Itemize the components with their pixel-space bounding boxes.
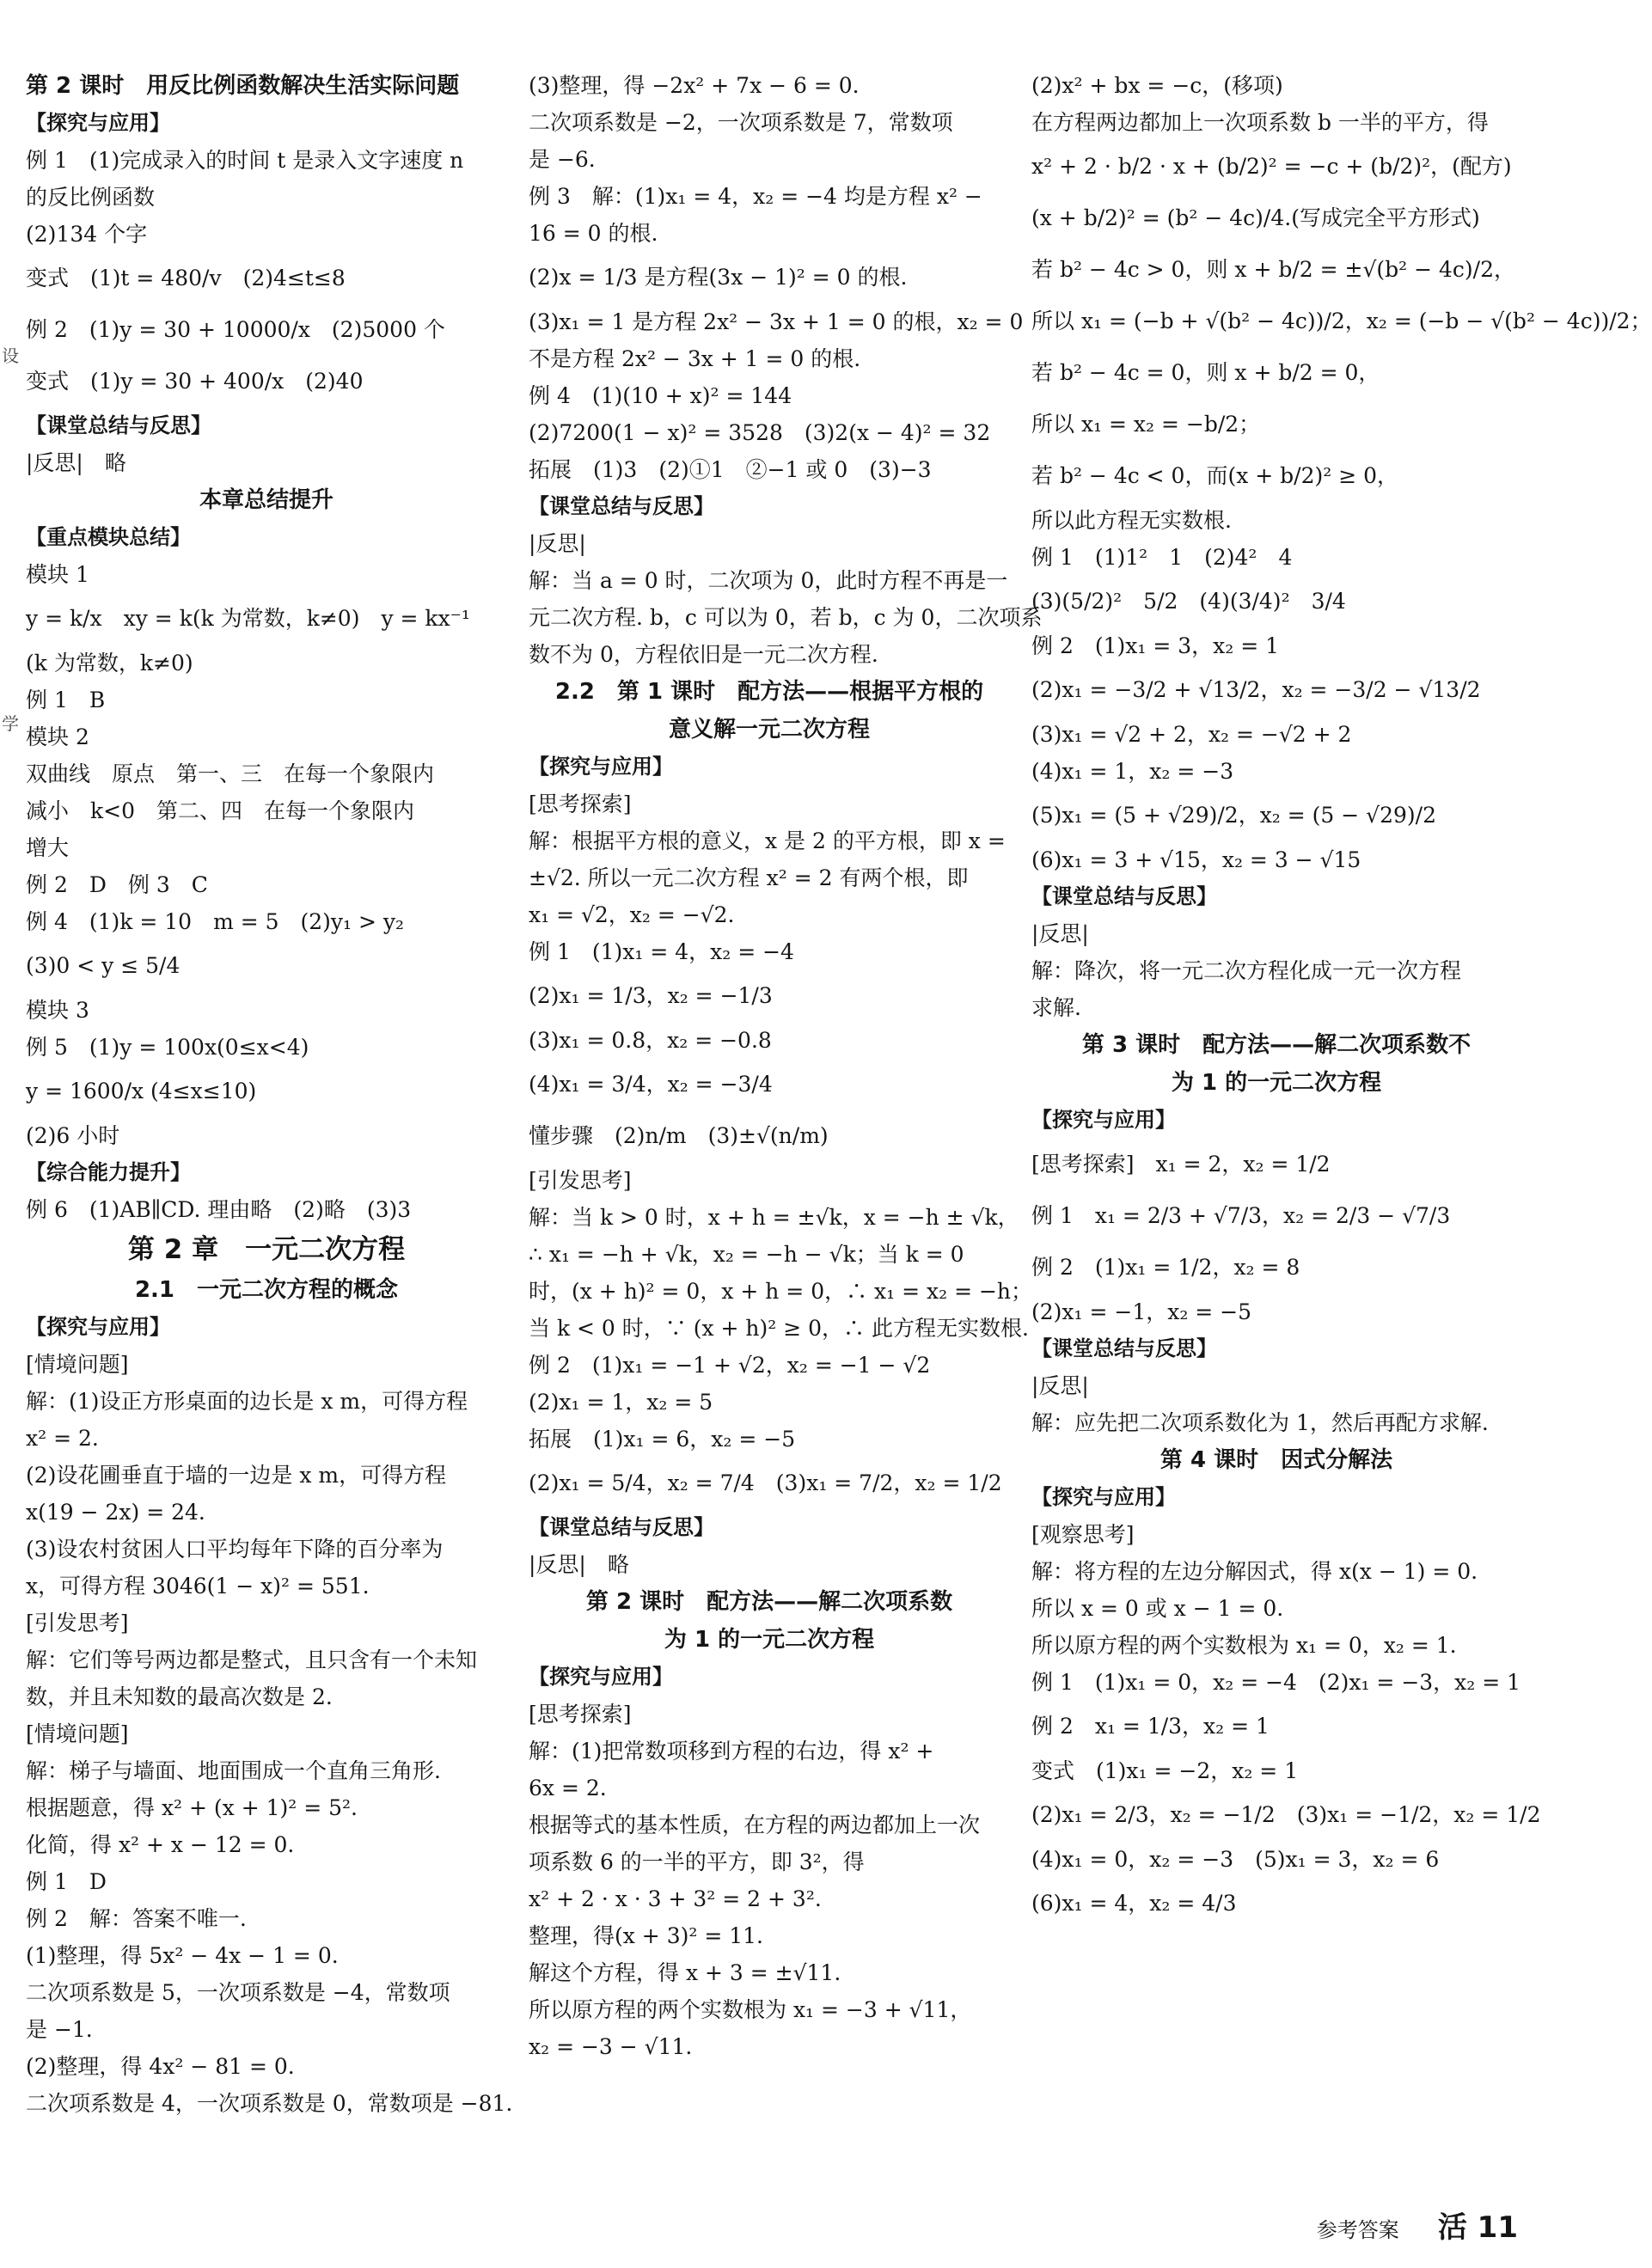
- lesson-title: 第 2 课时 用反比例函数解决生活实际问题: [26, 73, 460, 99]
- answer-column-1: [26, 67, 513, 2122]
- section-heading: 【综合能力提升】: [26, 1160, 191, 1184]
- answer-line: ∴ x₁ = −h + √k，x₂ = −h − √k；当 k = 0: [529, 1242, 964, 1267]
- answer-line: 例 4 (1)(10 + x)² = 144: [529, 383, 792, 408]
- answer-line: 解：降次，将一元二次方程化成一元一次方程: [1031, 958, 1462, 983]
- formula-line: (2)x₁ = −3/2 + √13/2，x₂ = −3/2 − √13/2: [1031, 677, 1481, 702]
- lesson-title: 第 4 课时 因式分解法: [1159, 1447, 1393, 1473]
- answer-line: 在方程两边都加上一次项系数 b 一半的平方，得: [1031, 110, 1489, 135]
- answer-line: (2)整理，得 4x² − 81 = 0.: [26, 2054, 295, 2079]
- answer-line: |反思| 略: [529, 1552, 629, 1577]
- section-heading: 【课堂总结与反思】: [529, 1515, 714, 1539]
- formula-line: (3)(5/2)² 5/2 (4)(3/4)² 3/4: [1031, 589, 1346, 614]
- formula-line: y = k/x xy = k(k 为常数，k≠0) y = kx⁻¹: [26, 606, 470, 631]
- lesson-title: 为 1 的一元二次方程: [1171, 1070, 1382, 1096]
- answer-column-3: [1031, 67, 1652, 1929]
- formula-line: (4)x₁ = 3/4，x₂ = −3/4: [529, 1072, 773, 1097]
- answer-line: 例 1 (1)完成录入的时间 t 是录入文字速度 n: [26, 148, 464, 173]
- answer-line: [引发思考]: [529, 1168, 632, 1193]
- answer-line: 例 2 D 例 3 C: [26, 872, 208, 897]
- formula-line: (2)x₁ = 2/3，x₂ = −1/2 (3)x₁ = −1/2，x₂ = 1/2: [1031, 1802, 1541, 1827]
- answer-line: 减小 k<0 第二、四 在每一个象限内: [26, 798, 415, 823]
- answer-line: 模块 3: [26, 998, 89, 1023]
- answer-line: 当 k < 0 时，∵ (x + h)² ≥ 0，∴ 此方程无实数根.: [529, 1316, 1029, 1341]
- answer-line: 例 5 (1)y = 100x(0≤x<4): [26, 1035, 309, 1060]
- section-heading: 【重点模块总结】: [26, 525, 191, 549]
- formula-line: 例 1 x₁ = 2/3 + √7/3，x₂ = 2/3 − √7/3: [1031, 1203, 1451, 1228]
- answer-line: 是 −6.: [529, 147, 596, 172]
- answer-line: (2)7200(1 − x)² = 3528 (3)2(x − 4)² = 32: [529, 420, 991, 445]
- section-heading: 【课堂总结与反思】: [26, 413, 211, 437]
- formula-line: (2)x₁ = 5/4，x₂ = 7/4 (3)x₁ = 7/2，x₂ = 1/2: [529, 1470, 1002, 1495]
- section-heading: 【课堂总结与反思】: [1031, 884, 1217, 908]
- answer-line: (3)设农村贫困人口平均每年下降的百分率为: [26, 1537, 444, 1562]
- answer-line: 例 2 解：答案不唯一.: [26, 1906, 247, 1931]
- footer-label: 参考答案: [1316, 2218, 1399, 2242]
- answer-line: [引发思考]: [26, 1611, 129, 1635]
- section-heading: 【探究与应用】: [529, 755, 673, 779]
- answer-line: 例 1 B: [26, 688, 106, 712]
- answer-line: 增大: [26, 835, 70, 860]
- answer-line: 解：梯子与墙面、地面围成一个直角三角形.: [26, 1758, 441, 1783]
- answer-line: 时，(x + h)² = 0，x + h = 0，∴ x₁ = x₂ = −h；: [529, 1279, 1033, 1304]
- answer-line: x₁ = √2，x₂ = −√2.: [529, 902, 735, 927]
- section-heading: 【探究与应用】: [1031, 1108, 1176, 1132]
- lesson-title: 意义解一元二次方程: [668, 717, 870, 743]
- answer-line: |反思|: [1031, 1373, 1089, 1398]
- lesson-title: 为 1 的一元二次方程: [664, 1627, 875, 1653]
- answer-line: 解：(1)把常数项移到方程的右边，得 x² +: [529, 1739, 934, 1764]
- formula-line: (2)x₁ = 1/3，x₂ = −1/3: [529, 983, 773, 1008]
- formula-line: y = 1600/x (4≤x≤10): [26, 1079, 257, 1103]
- answer-line: |反思| 略: [26, 450, 126, 475]
- answer-line: 项系数 6 的一半的平方，即 3²，得: [529, 1849, 865, 1874]
- formula-line: [思考探索] x₁ = 2，x₂ = 1/2: [1031, 1152, 1331, 1177]
- answer-line: (3)x₁ = √2 + 2，x₂ = −√2 + 2: [1031, 722, 1352, 747]
- answer-line: [思考探索]: [529, 792, 632, 816]
- answer-line: 例 1 (1)x₁ = 4，x₂ = −4: [529, 939, 794, 964]
- answer-line: (2)134 个字: [26, 222, 148, 247]
- lesson-title: 2.1 一元二次方程的概念: [134, 1277, 399, 1303]
- answer-line: 解：应先把二次项系数化为 1，然后再配方求解.: [1031, 1410, 1489, 1435]
- answer-line: 二次项系数是 5，一次项系数是 −4，常数项: [26, 1980, 450, 2005]
- section-heading: 【探究与应用】: [26, 1315, 170, 1339]
- answer-line: 解：根据平方根的意义，x 是 2 的平方根，即 x =: [529, 828, 1006, 853]
- formula-line: (5)x₁ = (5 + √29)/2，x₂ = (5 − √29)/2: [1031, 803, 1436, 828]
- answer-line: 所以此方程无实数根.: [1031, 508, 1232, 533]
- formula-line: 若 b² − 4c < 0，而(x + b/2)² ≥ 0，: [1031, 463, 1399, 488]
- formula-line: 若 b² − 4c = 0，则 x + b/2 = 0，: [1031, 360, 1380, 385]
- section-heading: 【课堂总结与反思】: [529, 494, 714, 518]
- answer-line: (3)x₁ = 1 是方程 2x² − 3x + 1 = 0 的根，x₂ = 0: [529, 309, 1024, 334]
- section-heading: 【探究与应用】: [26, 111, 170, 135]
- answer-line: x² = 2.: [26, 1426, 99, 1451]
- answer-line: 求解.: [1031, 995, 1081, 1020]
- answer-line: 解：将方程的左边分解因式，得 x(x − 1) = 0.: [1031, 1559, 1478, 1584]
- lesson-title: 2.2 第 1 课时 配方法——根据平方根的: [554, 679, 984, 705]
- formula-line: 变式 (1)y = 30 + 400/x (2)40: [26, 369, 364, 394]
- answer-line: 解：(1)设正方形桌面的边长是 x m，可得方程: [26, 1389, 468, 1414]
- answer-line: 数不为 0，方程依旧是一元二次方程.: [529, 642, 878, 667]
- answer-line: 根据等式的基本性质，在方程的两边都加上一次: [529, 1813, 981, 1837]
- answer-line: 解：当 a = 0 时，二次项为 0，此时方程不再是一: [529, 568, 1008, 593]
- answer-line: 例 4 (1)k = 10 m = 5 (2)y₁ > y₂: [26, 909, 405, 934]
- answer-line: 例 6 (1)AB∥CD. 理由略 (2)略 (3)3: [26, 1197, 412, 1222]
- answer-line: 双曲线 原点 第一、三 在每一个象限内: [26, 761, 435, 786]
- answer-line: (6)x₁ = 3 + √15，x₂ = 3 − √15: [1031, 847, 1361, 872]
- answer-line: 例 1 (1)1² 1 (2)4² 4: [1031, 545, 1293, 570]
- formula-line: x² + 2 · b/2 · x + (b/2)² = −c + (b/2)²，(配方): [1031, 154, 1512, 179]
- answer-line: x₂ = −3 − √11.: [529, 2034, 693, 2059]
- lesson-title: 本章总结提升: [199, 487, 333, 513]
- answer-line: 是 −1.: [26, 2017, 93, 2042]
- answer-line: 二次项系数是 −2，一次项系数是 7，常数项: [529, 110, 953, 135]
- answer-line: 的反比例函数: [26, 185, 156, 210]
- answer-line: 拓展 (1)x₁ = 6，x₂ = −5: [529, 1427, 796, 1452]
- answer-line: 整理，得(x + 3)² = 11.: [529, 1923, 763, 1948]
- answer-line: 数，并且未知数的最高次数是 2.: [26, 1684, 333, 1709]
- answer-line: 6x = 2.: [529, 1776, 607, 1800]
- formula-line: 所以 x₁ = (−b + √(b² − 4c))/2，x₂ = (−b − √(b² − 4c))/2；: [1031, 309, 1652, 333]
- answer-line: |反思|: [529, 531, 586, 556]
- answer-line: 所以原方程的两个实数根为 x₁ = 0，x₂ = 1.: [1031, 1633, 1457, 1658]
- answer-line: ±√2. 所以一元二次方程 x² = 2 有两个根，即: [529, 865, 969, 890]
- answer-line: x(19 − 2x) = 24.: [26, 1500, 205, 1525]
- answer-line: x，可得方程 3046(1 − x)² = 551.: [26, 1574, 370, 1599]
- page-number: 活 11: [1437, 2210, 1518, 2245]
- answer-line: (2)设花圃垂直于墙的一边是 x m，可得方程: [26, 1463, 447, 1488]
- formula-line: (6)x₁ = 4，x₂ = 4/3: [1031, 1891, 1237, 1916]
- answer-line: 16 = 0 的根.: [529, 221, 658, 246]
- formula-line: 变式 (1)t = 480/v (2)4≤t≤8: [26, 266, 346, 290]
- answer-line: (3)x₁ = 0.8，x₂ = −0.8: [529, 1028, 772, 1053]
- margin-mark: 学: [2, 713, 19, 734]
- answer-line: (2)6 小时: [26, 1123, 120, 1148]
- formula-line: 例 2 (1)y = 30 + 10000/x (2)5000 个: [26, 317, 445, 342]
- page-footer: [1317, 2204, 1518, 2246]
- answer-line: 例 2 (1)x₁ = 3，x₂ = 1: [1031, 633, 1280, 658]
- answer-line: 化简，得 x² + x − 12 = 0.: [26, 1832, 295, 1857]
- answer-line: 例 1 (1)x₁ = 0，x₂ = −4 (2)x₁ = −3，x₂ = 1: [1031, 1670, 1521, 1695]
- section-heading: 【探究与应用】: [529, 1665, 673, 1689]
- section-heading: 【探究与应用】: [1031, 1485, 1176, 1509]
- answer-line: 解：当 k > 0 时，x + h = ±√k，x = −h ± √k，: [529, 1205, 1019, 1230]
- lesson-title: 第 3 课时 配方法——解二次项系数不: [1081, 1032, 1472, 1058]
- answer-line: 模块 1: [26, 562, 89, 587]
- answer-line: [观察思考]: [1031, 1522, 1135, 1547]
- margin-mark: 设: [2, 345, 19, 366]
- answer-line: (2)x² + bx = −c，(移项): [1031, 73, 1283, 98]
- formula-line: 若 b² − 4c > 0，则 x + b/2 = ±√(b² − 4c)/2，: [1031, 257, 1516, 282]
- answer-line: (4)x₁ = 1，x₂ = −3: [1031, 759, 1234, 784]
- answer-line: 拓展 (1)3 (2)①1 ②−1 或 0 (3)−3: [529, 457, 932, 482]
- section-heading: 【课堂总结与反思】: [1031, 1336, 1217, 1360]
- answer-line: [思考探索]: [529, 1702, 632, 1727]
- answer-line: 二次项系数是 4，一次项系数是 0，常数项是 −81.: [26, 2091, 513, 2116]
- answer-line: 不是方程 2x² − 3x + 1 = 0 的根.: [529, 346, 861, 371]
- answer-line: (k 为常数，k≠0): [26, 651, 193, 676]
- answer-line: 所以原方程的两个实数根为 x₁ = −3 + √11，: [529, 1997, 972, 2022]
- answer-line: 元二次方程. b，c 可以为 0，若 b，c 为 0，二次项系: [529, 605, 1043, 630]
- formula-line: (3)0 < y ≤ 5/4: [26, 953, 180, 978]
- answer-line: 所以 x = 0 或 x − 1 = 0.: [1031, 1596, 1284, 1621]
- formula-line: 例 2 (1)x₁ = 1/2，x₂ = 8: [1031, 1255, 1300, 1280]
- answer-line: 例 2 (1)x₁ = −1 + √2，x₂ = −1 − √2: [529, 1353, 931, 1378]
- answer-line: (1)整理，得 5x² − 4x − 1 = 0.: [26, 1943, 339, 1968]
- answer-line: [情境问题]: [26, 1721, 129, 1746]
- answer-line: 解这个方程，得 x + 3 = ±√11.: [529, 1960, 841, 1985]
- lesson-title: 第 2 课时 配方法——解二次项系数: [585, 1589, 953, 1615]
- answer-line: 解：它们等号两边都是整式，且只含有一个未知: [26, 1648, 478, 1672]
- answer-line: 变式 (1)x₁ = −2，x₂ = 1: [1031, 1758, 1299, 1783]
- formula-line: (x + b/2)² = (b² − 4c)/4.(写成完全平方形式): [1031, 205, 1480, 230]
- answer-line: 例 3 解：(1)x₁ = 4，x₂ = −4 均是方程 x² −: [529, 184, 982, 209]
- formula-line: 懂步骤 (2)n/m (3)±√(n/m): [529, 1123, 829, 1148]
- answer-line: 例 1 D: [26, 1869, 107, 1894]
- answer-line: (4)x₁ = 0，x₂ = −3 (5)x₁ = 3，x₂ = 6: [1031, 1847, 1440, 1872]
- answer-line: 模块 2: [26, 724, 89, 749]
- answer-line: (2)x₁ = 1，x₂ = 5: [529, 1390, 713, 1415]
- formula-line: 所以 x₁ = x₂ = −b/2；: [1031, 412, 1261, 437]
- formula-line: 例 2 x₁ = 1/3，x₂ = 1: [1031, 1714, 1270, 1739]
- chapter-title: 第 2 章 一元二次方程: [127, 1234, 406, 1265]
- answer-line: |反思|: [1031, 921, 1089, 946]
- answer-line: x² + 2 · x · 3 + 3² = 2 + 3².: [529, 1886, 822, 1911]
- answer-line: (2)x₁ = −1，x₂ = −5: [1031, 1299, 1252, 1324]
- answer-line: (3)整理，得 −2x² + 7x − 6 = 0.: [529, 73, 860, 98]
- formula-line: (2)x = 1/3 是方程(3x − 1)² = 0 的根.: [529, 265, 908, 290]
- answer-column-2: [529, 67, 1043, 2065]
- answer-line: 根据题意，得 x² + (x + 1)² = 5².: [26, 1795, 358, 1820]
- answer-line: [情境问题]: [26, 1352, 129, 1377]
